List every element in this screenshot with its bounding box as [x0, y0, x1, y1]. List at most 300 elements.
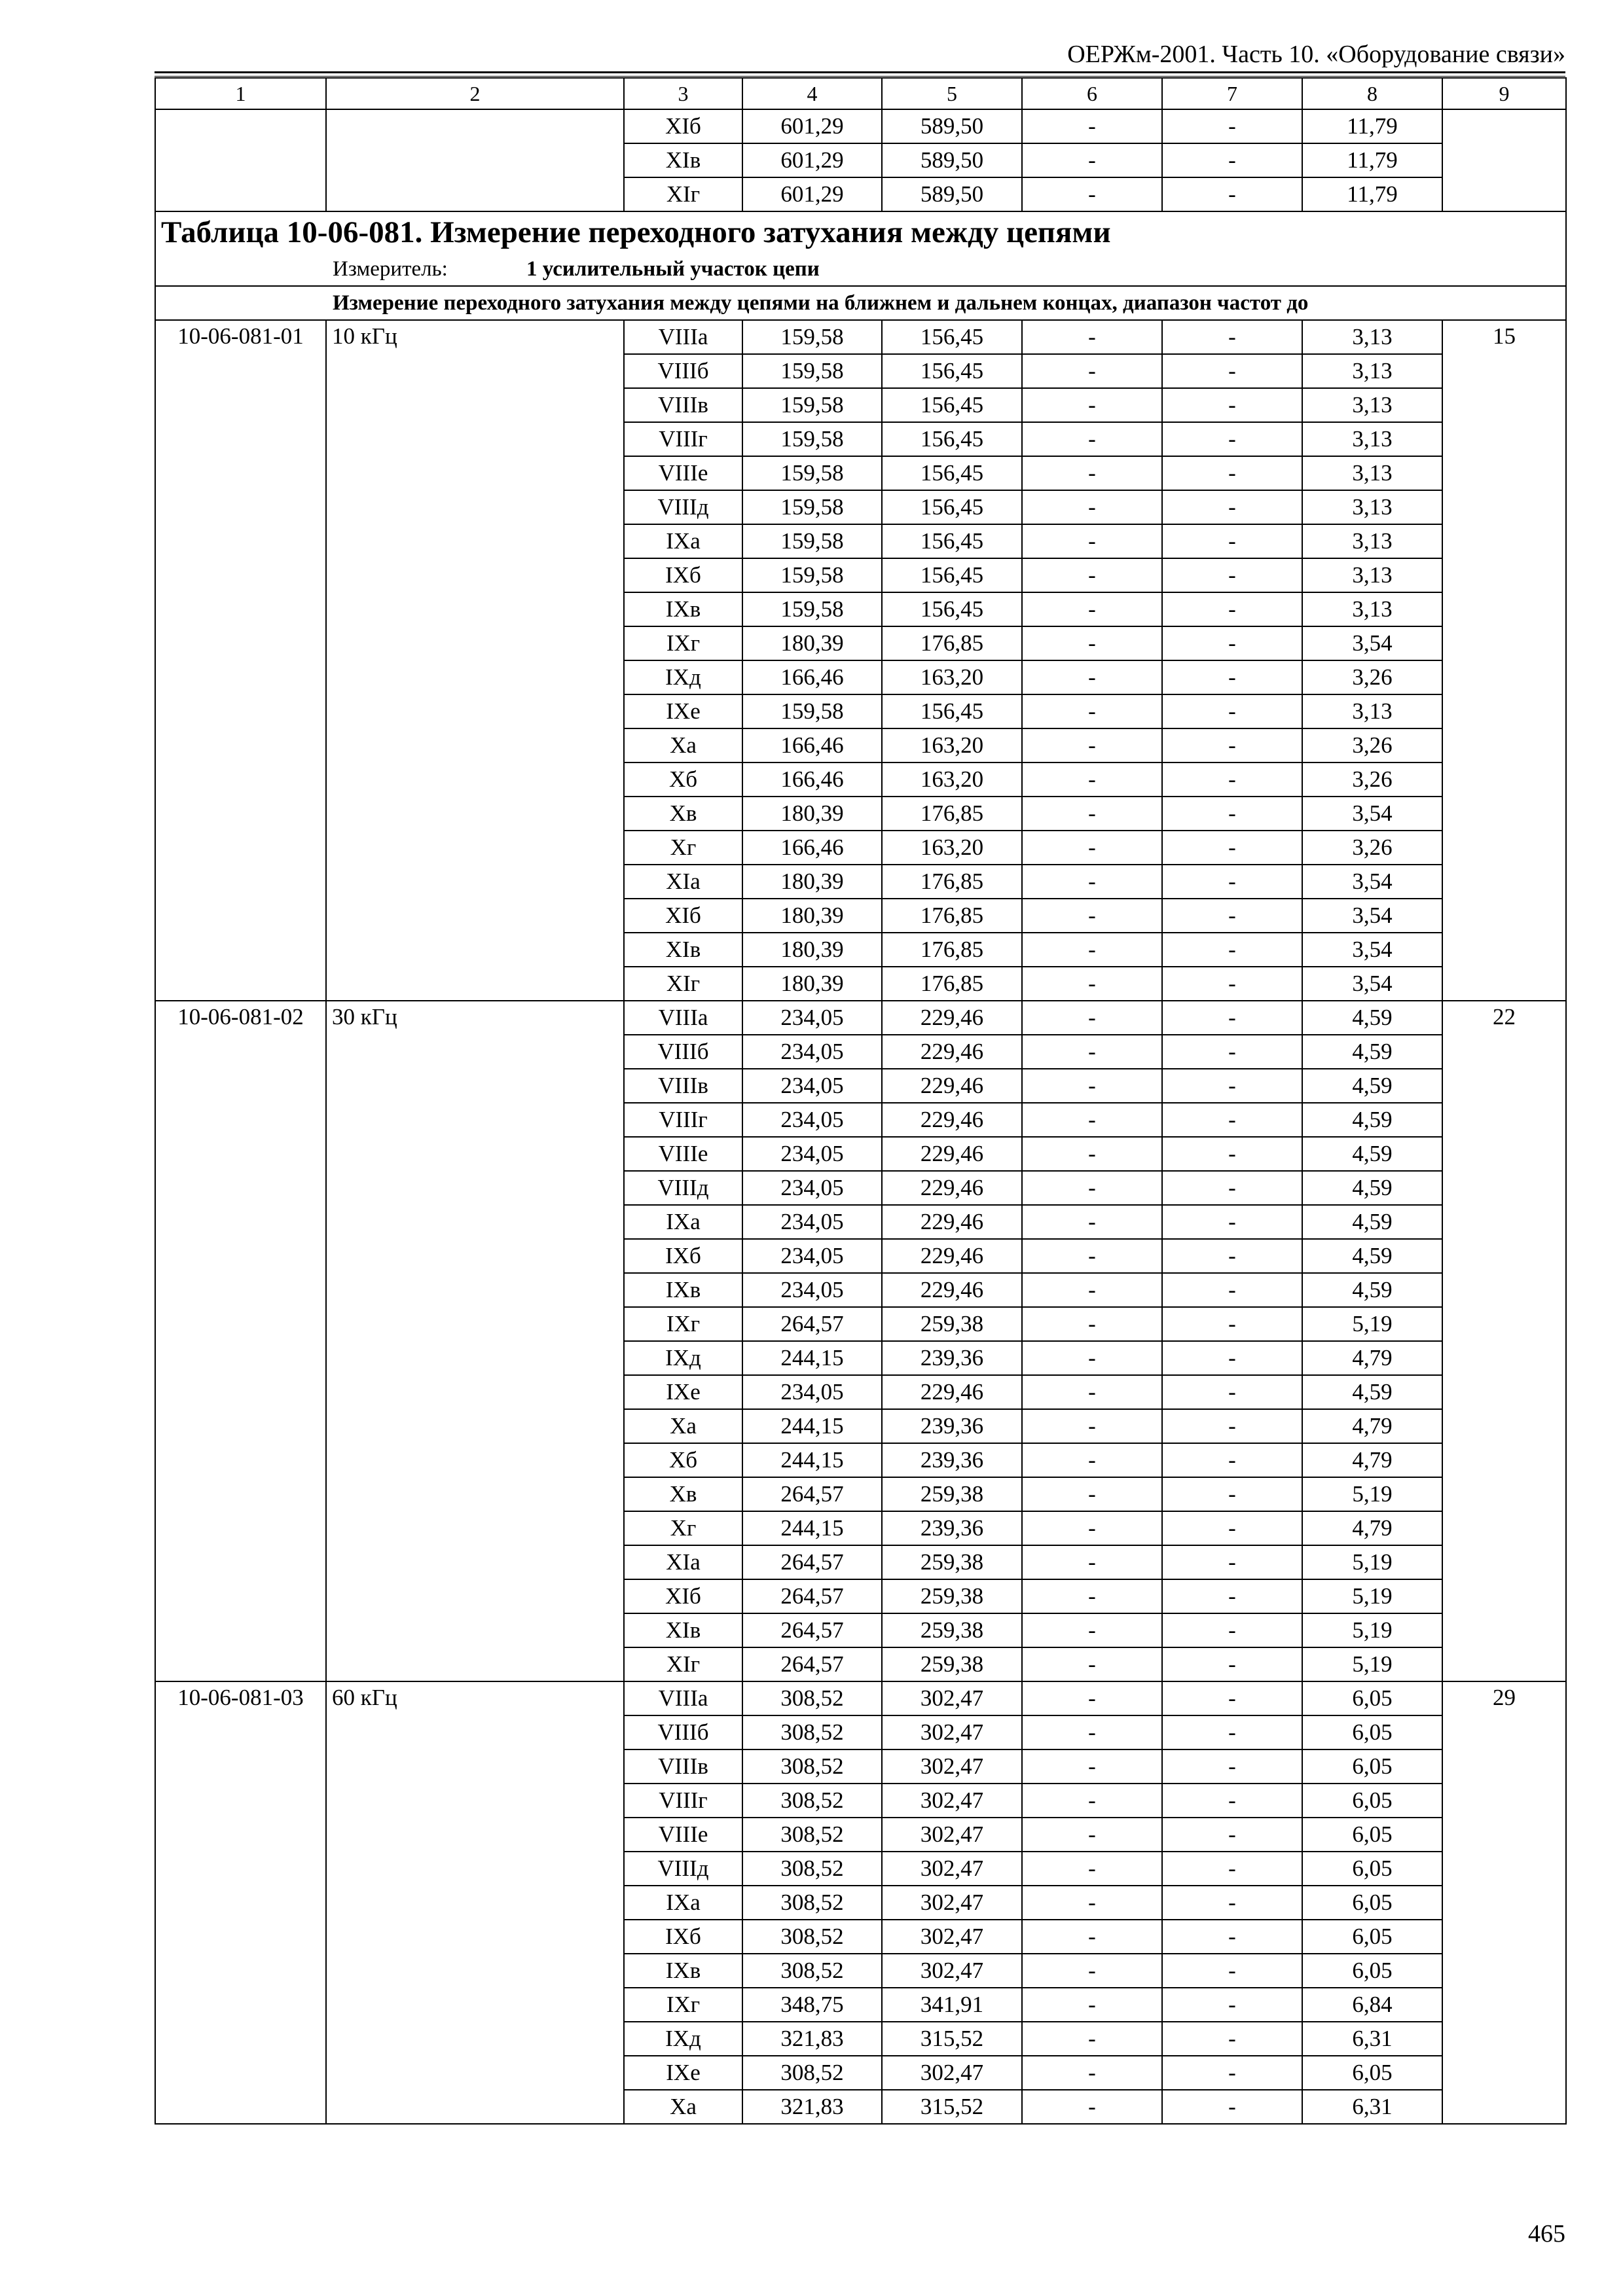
col6-value-cell: -: [1022, 865, 1162, 899]
circuit-type-cell: VIIIа: [624, 1001, 742, 1035]
code-cell-empty: [155, 109, 326, 211]
col7-value-cell: -: [1162, 1852, 1302, 1886]
meter-label: Измеритель:: [333, 257, 448, 281]
table-title-row: [155, 211, 1566, 253]
col8-value-cell: 5,19: [1302, 1613, 1442, 1647]
circuit-type-cell: Xа: [624, 728, 742, 762]
col7-value-cell: -: [1162, 1273, 1302, 1307]
col4-value-cell: 159,58: [742, 320, 882, 354]
running-header: ОЕРЖм-2001. Часть 10. «Оборудование связи»: [1067, 41, 1565, 68]
col4-value-cell: 180,39: [742, 865, 882, 899]
col6-value-cell: -: [1022, 1137, 1162, 1171]
section-title: Измерение переходного затухания между цепями на ближнем и дальнем концах, диапазон частот до: [155, 286, 1566, 320]
col7-value-cell: -: [1162, 1545, 1302, 1579]
col5-value-cell: 302,47: [882, 1749, 1022, 1784]
col6-value-cell: -: [1022, 1988, 1162, 2022]
col4-value-cell: 180,39: [742, 797, 882, 831]
circuit-type-cell: VIIIд: [624, 1171, 742, 1205]
col5-value-cell: 315,52: [882, 2022, 1022, 2056]
col7-value-cell: -: [1162, 2090, 1302, 2124]
circuit-type-cell: VIIIг: [624, 1103, 742, 1137]
column-number-row: [155, 78, 1566, 109]
col5-value-cell: 259,38: [882, 1545, 1022, 1579]
col5-value-cell: 302,47: [882, 1852, 1022, 1886]
meter-value: 1 усилительный участок цепи: [526, 257, 820, 281]
col5-value-cell: 302,47: [882, 1920, 1022, 1954]
circuit-type-cell: VIIIа: [624, 1681, 742, 1715]
circuit-type-cell: IXа: [624, 524, 742, 558]
circuit-type-cell: VIIIа: [624, 320, 742, 354]
table-row: [155, 1681, 1566, 1715]
col4-value-cell: 234,05: [742, 1205, 882, 1239]
circuit-type-cell: IXв: [624, 592, 742, 626]
col5-value-cell: 229,46: [882, 1001, 1022, 1035]
rate-name-cell: 10 кГц: [326, 320, 624, 1001]
circuit-type-cell: VIIIв: [624, 1069, 742, 1103]
col5-value-cell: 239,36: [882, 1409, 1022, 1443]
col5-value-cell: 302,47: [882, 2056, 1022, 2090]
table-title: Таблица 10-06-081. Измерение переходного затухания между цепями: [155, 211, 1566, 253]
col8-value-cell: 5,19: [1302, 1545, 1442, 1579]
table-row: [155, 320, 1566, 354]
col4-value-cell: 244,15: [742, 1341, 882, 1375]
col7-value-cell: -: [1162, 1818, 1302, 1852]
col4-value-cell: 308,52: [742, 1681, 882, 1715]
circuit-type-cell: IXа: [624, 1205, 742, 1239]
col4-value-cell: 166,46: [742, 728, 882, 762]
col5-value-cell: 302,47: [882, 1886, 1022, 1920]
col7-value-cell: -: [1162, 899, 1302, 933]
table-body: [155, 78, 1566, 2124]
col6-value-cell: -: [1022, 1205, 1162, 1239]
column-number: 8: [1302, 78, 1442, 109]
col6-value-cell: -: [1022, 1273, 1162, 1307]
col8-value-cell: 4,59: [1302, 1205, 1442, 1239]
col8-value-cell: 3,13: [1302, 422, 1442, 456]
col7-value-cell: -: [1162, 320, 1302, 354]
circuit-type-cell: VIIIб: [624, 1715, 742, 1749]
col4-value-cell: 234,05: [742, 1137, 882, 1171]
col7-value-cell: -: [1162, 388, 1302, 422]
col4-value-cell: 264,57: [742, 1647, 882, 1681]
col5-value-cell: 229,46: [882, 1205, 1022, 1239]
circuit-type-cell: VIIIб: [624, 354, 742, 388]
col4-value-cell: 166,46: [742, 831, 882, 865]
col5-value-cell: 229,46: [882, 1103, 1022, 1137]
col6-value-cell: -: [1022, 1375, 1162, 1409]
col4-value-cell: 264,57: [742, 1477, 882, 1511]
col8-value-cell: 6,05: [1302, 1681, 1442, 1715]
col5-value-cell: 163,20: [882, 660, 1022, 694]
col4-value-cell: 234,05: [742, 1273, 882, 1307]
col5-value-cell: 302,47: [882, 1954, 1022, 1988]
col5-value-cell: 156,45: [882, 422, 1022, 456]
col6-value-cell: -: [1022, 1920, 1162, 1954]
col7-value-cell: -: [1162, 1920, 1302, 1954]
col7-value-cell: -: [1162, 1307, 1302, 1341]
col4-value-cell: 234,05: [742, 1069, 882, 1103]
col5-value-cell: 239,36: [882, 1341, 1022, 1375]
col6-value-cell: -: [1022, 1852, 1162, 1886]
circuit-type-cell: IXе: [624, 694, 742, 728]
col7-value-cell: -: [1162, 1647, 1302, 1681]
col6-value-cell: -: [1022, 967, 1162, 1001]
col6-value-cell: -: [1022, 1069, 1162, 1103]
column-number: 7: [1162, 78, 1302, 109]
col8-value-cell: 3,13: [1302, 694, 1442, 728]
rate-name-cell: 60 кГц: [326, 1681, 624, 2124]
col8-value-cell: 3,26: [1302, 762, 1442, 797]
circuit-type-cell: Xг: [624, 831, 742, 865]
col7-value-cell: -: [1162, 865, 1302, 899]
col8-value-cell: 3,13: [1302, 354, 1442, 388]
col6-value-cell: -: [1022, 1681, 1162, 1715]
col4-value-cell: 601,29: [742, 177, 882, 211]
col4-value-cell: 308,52: [742, 1920, 882, 1954]
circuit-type-cell: XIг: [624, 177, 742, 211]
column-number: 3: [624, 78, 742, 109]
rate-code-cell: 10-06-081-02: [155, 1001, 326, 1681]
col4-value-cell: 308,52: [742, 2056, 882, 2090]
col5-value-cell: 589,50: [882, 143, 1022, 177]
col5-value-cell: 315,52: [882, 2090, 1022, 2124]
col6-value-cell: -: [1022, 2056, 1162, 2090]
col4-value-cell: 264,57: [742, 1579, 882, 1613]
col7-value-cell: -: [1162, 592, 1302, 626]
circuit-type-cell: Xб: [624, 1443, 742, 1477]
circuit-type-cell: Xв: [624, 797, 742, 831]
col8-value-cell: 3,13: [1302, 320, 1442, 354]
circuit-type-cell: VIIIг: [624, 1784, 742, 1818]
col6-value-cell: -: [1022, 660, 1162, 694]
col8-value-cell: 6,05: [1302, 1749, 1442, 1784]
column-number: 6: [1022, 78, 1162, 109]
col7-value-cell: -: [1162, 1477, 1302, 1511]
col4-value-cell: 308,52: [742, 1749, 882, 1784]
circuit-type-cell: VIIIд: [624, 490, 742, 524]
col4-value-cell: 180,39: [742, 626, 882, 660]
col7-value-cell: -: [1162, 1749, 1302, 1784]
col4-value-cell: 166,46: [742, 762, 882, 797]
col4-value-cell: 601,29: [742, 143, 882, 177]
col7-value-cell: -: [1162, 1409, 1302, 1443]
col6-value-cell: -: [1022, 1103, 1162, 1137]
col6-value-cell: -: [1022, 728, 1162, 762]
circuit-type-cell: IXд: [624, 1341, 742, 1375]
rate-name-cell: 30 кГц: [326, 1001, 624, 1681]
col4-value-cell: 244,15: [742, 1409, 882, 1443]
col8-value-cell: 4,59: [1302, 1239, 1442, 1273]
circuit-type-cell: IXг: [624, 1988, 742, 2022]
col8-value-cell: 3,13: [1302, 456, 1442, 490]
col6-value-cell: -: [1022, 422, 1162, 456]
circuit-type-cell: XIв: [624, 143, 742, 177]
col5-value-cell: 589,50: [882, 177, 1022, 211]
col8-value-cell: 3,26: [1302, 728, 1442, 762]
col5-value-cell: 156,45: [882, 490, 1022, 524]
col4-value-cell: 264,57: [742, 1545, 882, 1579]
col7-value-cell: -: [1162, 694, 1302, 728]
col4-value-cell: 159,58: [742, 354, 882, 388]
col7-value-cell: -: [1162, 1375, 1302, 1409]
col8-value-cell: 6,05: [1302, 1818, 1442, 1852]
circuit-type-cell: IXе: [624, 2056, 742, 2090]
col5-value-cell: 302,47: [882, 1715, 1022, 1749]
circuit-type-cell: Xг: [624, 1511, 742, 1545]
col6-value-cell: -: [1022, 1954, 1162, 1988]
col7-value-cell: -: [1162, 109, 1302, 143]
col8-value-cell: 3,54: [1302, 797, 1442, 831]
col7-value-cell: -: [1162, 422, 1302, 456]
circuit-type-cell: XIв: [624, 1613, 742, 1647]
col8-value-cell: 4,59: [1302, 1171, 1442, 1205]
col6-value-cell: -: [1022, 1749, 1162, 1784]
col7-value-cell: -: [1162, 1205, 1302, 1239]
col7-value-cell: -: [1162, 1886, 1302, 1920]
col5-value-cell: 156,45: [882, 320, 1022, 354]
circuit-type-cell: XIб: [624, 1579, 742, 1613]
col8-value-cell: 6,05: [1302, 1715, 1442, 1749]
col7-value-cell: -: [1162, 1579, 1302, 1613]
col7-value-cell: -: [1162, 354, 1302, 388]
col4-value-cell: 180,39: [742, 933, 882, 967]
page-number: 465: [1528, 2220, 1565, 2248]
col8-value-cell: 4,79: [1302, 1443, 1442, 1477]
circuit-type-cell: XIг: [624, 967, 742, 1001]
col8-value-cell: 6,05: [1302, 2056, 1442, 2090]
col5-value-cell: 156,45: [882, 592, 1022, 626]
col5-value-cell: 229,46: [882, 1035, 1022, 1069]
col7-value-cell: -: [1162, 1988, 1302, 2022]
circuit-type-cell: XIа: [624, 1545, 742, 1579]
col8-value-cell: 4,79: [1302, 1341, 1442, 1375]
col8-value-cell: 4,59: [1302, 1103, 1442, 1137]
column-number: 2: [326, 78, 624, 109]
col5-value-cell: 229,46: [882, 1069, 1022, 1103]
col8-value-cell: 3,26: [1302, 831, 1442, 865]
col5-value-cell: 156,45: [882, 558, 1022, 592]
col6-value-cell: -: [1022, 1001, 1162, 1035]
col6-value-cell: -: [1022, 1035, 1162, 1069]
col5-value-cell: 163,20: [882, 762, 1022, 797]
col8-value-cell: 3,13: [1302, 524, 1442, 558]
circuit-type-cell: XIв: [624, 933, 742, 967]
header-rule: [155, 71, 1565, 73]
col4-value-cell: 264,57: [742, 1307, 882, 1341]
col7-value-cell: -: [1162, 1001, 1302, 1035]
col7-value-cell: -: [1162, 1069, 1302, 1103]
col7-value-cell: -: [1162, 1954, 1302, 1988]
col4-value-cell: 308,52: [742, 1886, 882, 1920]
col8-value-cell: 4,59: [1302, 1001, 1442, 1035]
col7-value-cell: -: [1162, 933, 1302, 967]
col4-value-cell: 159,58: [742, 592, 882, 626]
col4-value-cell: 159,58: [742, 694, 882, 728]
col7-value-cell: -: [1162, 967, 1302, 1001]
col8-value-cell: 3,13: [1302, 558, 1442, 592]
col6-value-cell: -: [1022, 456, 1162, 490]
col8-value-cell: 3,26: [1302, 660, 1442, 694]
col8-value-cell: 6,05: [1302, 1886, 1442, 1920]
circuit-type-cell: IXв: [624, 1954, 742, 1988]
col4-value-cell: 234,05: [742, 1103, 882, 1137]
col5-value-cell: 259,38: [882, 1647, 1022, 1681]
col9-cell-empty: [1442, 109, 1566, 211]
col4-value-cell: 308,52: [742, 1954, 882, 1988]
col8-value-cell: 3,13: [1302, 490, 1442, 524]
col4-value-cell: 159,58: [742, 524, 882, 558]
col8-value-cell: 3,54: [1302, 899, 1442, 933]
col7-value-cell: -: [1162, 1613, 1302, 1647]
col5-value-cell: 589,50: [882, 109, 1022, 143]
circuit-type-cell: IXд: [624, 660, 742, 694]
circuit-type-cell: IXб: [624, 1920, 742, 1954]
col9-value-cell: 22: [1442, 1001, 1566, 1681]
rate-code-cell: 10-06-081-03: [155, 1681, 326, 2124]
circuit-type-cell: Xб: [624, 762, 742, 797]
col6-value-cell: -: [1022, 1409, 1162, 1443]
col4-value-cell: 308,52: [742, 1784, 882, 1818]
col8-value-cell: 11,79: [1302, 109, 1442, 143]
col4-value-cell: 159,58: [742, 388, 882, 422]
circuit-type-cell: VIIIе: [624, 456, 742, 490]
col7-value-cell: -: [1162, 524, 1302, 558]
col6-value-cell: -: [1022, 762, 1162, 797]
col6-value-cell: -: [1022, 320, 1162, 354]
col4-value-cell: 244,15: [742, 1443, 882, 1477]
col6-value-cell: -: [1022, 1647, 1162, 1681]
rate-code-cell: 10-06-081-01: [155, 320, 326, 1001]
col8-value-cell: 4,59: [1302, 1273, 1442, 1307]
col7-value-cell: -: [1162, 1035, 1302, 1069]
col5-value-cell: 229,46: [882, 1239, 1022, 1273]
col6-value-cell: -: [1022, 524, 1162, 558]
col4-value-cell: 234,05: [742, 1375, 882, 1409]
col4-value-cell: 159,58: [742, 422, 882, 456]
col5-value-cell: 229,46: [882, 1375, 1022, 1409]
col8-value-cell: 3,54: [1302, 933, 1442, 967]
circuit-type-cell: XIб: [624, 109, 742, 143]
col8-value-cell: 3,54: [1302, 967, 1442, 1001]
circuit-type-cell: IXа: [624, 1886, 742, 1920]
col7-value-cell: -: [1162, 1715, 1302, 1749]
col7-value-cell: -: [1162, 1511, 1302, 1545]
col5-value-cell: 176,85: [882, 865, 1022, 899]
col6-value-cell: -: [1022, 831, 1162, 865]
column-number: 1: [155, 78, 326, 109]
col8-value-cell: 5,19: [1302, 1307, 1442, 1341]
circuit-type-cell: XIа: [624, 865, 742, 899]
col5-value-cell: 229,46: [882, 1137, 1022, 1171]
col7-value-cell: -: [1162, 2056, 1302, 2090]
col6-value-cell: -: [1022, 1171, 1162, 1205]
col4-value-cell: 234,05: [742, 1171, 882, 1205]
col7-value-cell: -: [1162, 1137, 1302, 1171]
col6-value-cell: -: [1022, 1443, 1162, 1477]
col4-value-cell: 234,05: [742, 1001, 882, 1035]
col5-value-cell: 156,45: [882, 694, 1022, 728]
col6-value-cell: -: [1022, 388, 1162, 422]
circuit-type-cell: IXд: [624, 2022, 742, 2056]
circuit-type-cell: Xа: [624, 2090, 742, 2124]
col9-value-cell: 15: [1442, 320, 1566, 1001]
col4-value-cell: 159,58: [742, 456, 882, 490]
col4-value-cell: 601,29: [742, 109, 882, 143]
col4-value-cell: 159,58: [742, 490, 882, 524]
circuit-type-cell: VIIIе: [624, 1137, 742, 1171]
col6-value-cell: -: [1022, 933, 1162, 967]
circuit-type-cell: IXг: [624, 1307, 742, 1341]
col8-value-cell: 3,13: [1302, 388, 1442, 422]
col7-value-cell: -: [1162, 626, 1302, 660]
col7-value-cell: -: [1162, 1341, 1302, 1375]
col9-value-cell: 29: [1442, 1681, 1566, 2124]
col4-value-cell: 308,52: [742, 1818, 882, 1852]
col5-value-cell: 156,45: [882, 388, 1022, 422]
col6-value-cell: -: [1022, 1613, 1162, 1647]
circuit-type-cell: IXб: [624, 558, 742, 592]
col5-value-cell: 176,85: [882, 933, 1022, 967]
circuit-type-cell: IXе: [624, 1375, 742, 1409]
meter-row: [155, 253, 1566, 286]
col6-value-cell: -: [1022, 626, 1162, 660]
col5-value-cell: 259,38: [882, 1613, 1022, 1647]
col5-value-cell: 163,20: [882, 831, 1022, 865]
col4-value-cell: 308,52: [742, 1715, 882, 1749]
circuit-type-cell: XIг: [624, 1647, 742, 1681]
col4-value-cell: 180,39: [742, 899, 882, 933]
col5-value-cell: 176,85: [882, 797, 1022, 831]
col4-value-cell: 159,58: [742, 558, 882, 592]
col5-value-cell: 176,85: [882, 626, 1022, 660]
col6-value-cell: -: [1022, 1477, 1162, 1511]
col8-value-cell: 4,59: [1302, 1035, 1442, 1069]
col7-value-cell: -: [1162, 490, 1302, 524]
col8-value-cell: 5,19: [1302, 1579, 1442, 1613]
column-number: 5: [882, 78, 1022, 109]
col8-value-cell: 6,05: [1302, 1852, 1442, 1886]
col7-value-cell: -: [1162, 1239, 1302, 1273]
circuit-type-cell: IXб: [624, 1239, 742, 1273]
col4-value-cell: 180,39: [742, 967, 882, 1001]
col8-value-cell: 4,79: [1302, 1511, 1442, 1545]
circuit-type-cell: VIIIв: [624, 388, 742, 422]
col6-value-cell: -: [1022, 558, 1162, 592]
col5-value-cell: 229,46: [882, 1171, 1022, 1205]
col6-value-cell: -: [1022, 143, 1162, 177]
col7-value-cell: -: [1162, 558, 1302, 592]
col5-value-cell: 156,45: [882, 456, 1022, 490]
circuit-type-cell: IXв: [624, 1273, 742, 1307]
col7-value-cell: -: [1162, 728, 1302, 762]
col6-value-cell: -: [1022, 2090, 1162, 2124]
col7-value-cell: -: [1162, 177, 1302, 211]
col5-value-cell: 302,47: [882, 1818, 1022, 1852]
name-cell-empty: [326, 109, 624, 211]
col6-value-cell: -: [1022, 354, 1162, 388]
col6-value-cell: -: [1022, 177, 1162, 211]
col6-value-cell: -: [1022, 1307, 1162, 1341]
col8-value-cell: 3,54: [1302, 626, 1442, 660]
col4-value-cell: 264,57: [742, 1613, 882, 1647]
col5-value-cell: 239,36: [882, 1511, 1022, 1545]
circuit-type-cell: VIIIб: [624, 1035, 742, 1069]
col5-value-cell: 259,38: [882, 1307, 1022, 1341]
col4-value-cell: 234,05: [742, 1035, 882, 1069]
col4-value-cell: 234,05: [742, 1239, 882, 1273]
col5-value-cell: 156,45: [882, 354, 1022, 388]
circuit-type-cell: VIIIд: [624, 1852, 742, 1886]
